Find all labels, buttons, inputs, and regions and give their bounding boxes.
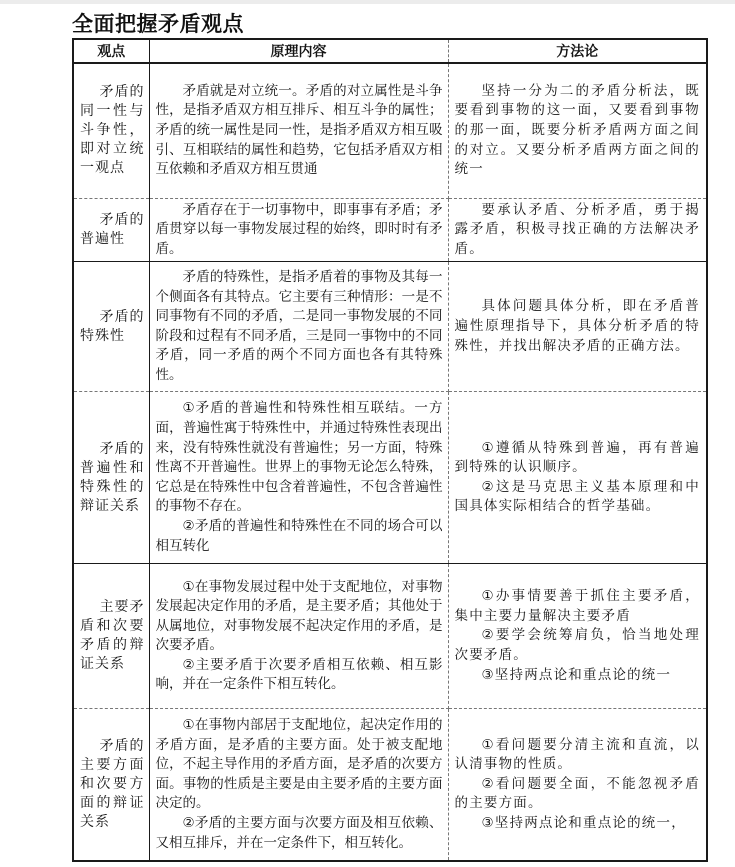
viewpoint-line: 证关系 — [80, 656, 125, 673]
methodology-paragraph: ②看问题要全面，不能忽视矛盾的主要方面。 — [454, 775, 700, 812]
methodology-cell — [448, 564, 707, 709]
viewpoint-cell — [73, 198, 149, 262]
principle-cell — [149, 709, 448, 861]
viewpoint-line: 面的辩证 — [80, 795, 145, 812]
viewpoint-line: 盾和次要 — [80, 618, 145, 635]
methodology-cell — [448, 262, 707, 392]
principle-paragraph: 矛盾就是对立统一。矛盾的对立属性是斗争性，是指矛盾双方相互排斥、相互斗争的属性；矛盾的统一属性是同一性，是指矛盾双方相互吸引、互相联结的属性和趋势，它包括矛盾双方相互依赖和矛盾双方相互贯通 — [155, 82, 443, 178]
table-row — [73, 63, 707, 198]
viewpoint-cell — [73, 63, 149, 198]
contradiction-table — [72, 38, 708, 862]
top-border — [0, 0, 735, 4]
principle-cell — [149, 63, 448, 198]
viewpoint-line: 普遍性和 — [80, 459, 145, 476]
viewpoint-line: 主要方面 — [80, 757, 145, 774]
viewpoint-line: 一观点 — [80, 160, 125, 177]
viewpoint-line: 矛盾的 — [99, 308, 145, 325]
viewpoint-line: 特殊性的 — [80, 478, 145, 495]
principle-cell — [149, 262, 448, 392]
methodology-paragraph: 具体问题具体分析，即在矛盾普遍性原理指导下，具体分析矛盾的特殊性，并找出解决矛盾的正确方法。 — [454, 298, 700, 354]
methodology-paragraph: ①遵循从特殊到普遍，再有普遍到特殊的认识顺序。 — [454, 439, 700, 476]
principle-paragraph: ②矛盾的普遍性和特殊性在不同的场合可以相互转化 — [155, 517, 443, 554]
principle-paragraph: ②矛盾的主要方面与次要方面及相互依赖、又相互排斥，并在一定条件下，相互转化。 — [155, 814, 443, 851]
viewpoint-line: 矛盾的 — [99, 211, 145, 228]
principle-cell — [149, 198, 448, 262]
viewpoint-line: 主要矛 — [99, 599, 145, 616]
viewpoint-cell — [73, 709, 149, 861]
methodology-paragraph: 坚持一分为二的矛盾分析法，既要看到事物的这一面，又要看到事物的那一面，既要分析矛盾两方面之间的对立。又要分析矛盾两方面之间的统一 — [454, 82, 700, 178]
table-row — [73, 262, 707, 392]
methodology-paragraph: ①办事情要善于抓住主要矛盾，集中主要力量解决主要矛盾 — [454, 588, 700, 624]
principle-paragraph: ①矛盾的普遍性和特殊性相互联结。一方面，普遍性寓于特殊性中，并通过特殊性表现出来，没有特殊性就没有普遍性；另一方面，特殊性离不开普遍性。世界上的事物无论怎么特殊，它总是在特殊性中包含着普遍性，不包含普遍性的事物不存在。 — [155, 400, 443, 515]
header-viewpoint: 观点 — [73, 39, 149, 63]
methodology-paragraph: ②这是马克思主义基本原理和中国具体实际相结合的哲学基础。 — [454, 478, 700, 515]
viewpoint-cell — [73, 262, 149, 392]
viewpoint-line: 普遍性 — [80, 230, 125, 247]
methodology-paragraph: 要承认矛盾、分析矛盾，勇于揭露矛盾，积极寻找正确的方法解决矛盾。 — [454, 201, 700, 257]
principle-paragraph: 矛盾存在于一切事物中，即事事有矛盾；矛盾贯穿以每一事物发展过程的始终，即时时有矛盾。 — [155, 201, 443, 257]
principle-cell — [149, 392, 448, 564]
principle-cell — [149, 564, 448, 709]
methodology-cell — [448, 709, 707, 861]
viewpoint-cell — [73, 392, 149, 564]
header-principle: 原理内容 — [149, 39, 448, 63]
methodology-paragraph: ②要学会统筹肩负，恰当地处理次要矛盾。 — [454, 627, 700, 664]
viewpoint-line: 同一性与 — [80, 103, 145, 120]
table-row — [73, 564, 707, 709]
page-title: 全面把握矛盾观点 — [72, 12, 244, 36]
viewpoint-line: 关系 — [80, 814, 110, 831]
methodology-paragraph: ①看问题要分清主流和直流，以认清事物的性质。 — [454, 736, 700, 773]
viewpoint-line: 矛盾的辩 — [80, 637, 145, 654]
principle-paragraph: ①在事物发展过程中处于支配地位，对事物发展起决定作用的矛盾，是主要矛盾；其他处于从属地位，对事物发展不起决定作用的矛盾，是次要矛盾。 — [155, 578, 443, 654]
viewpoint-line: 特殊性 — [80, 327, 125, 344]
methodology-cell — [448, 392, 707, 564]
header-methodology: 方法论 — [448, 39, 707, 63]
viewpoint-line: 辩证关系 — [80, 497, 140, 514]
methodology-paragraph: ③坚持两点论和重点论的统一 — [481, 666, 672, 683]
viewpoint-line: 矛盾的 — [99, 738, 145, 755]
methodology-cell — [448, 198, 707, 262]
viewpoint-line: 和次要方 — [80, 776, 145, 793]
viewpoint-cell — [73, 564, 149, 709]
table-row — [73, 709, 707, 861]
viewpoint-line: 即对立统 — [80, 141, 145, 158]
principle-paragraph: ②主要矛盾于次要矛盾相互依赖、相互影响，并在一定条件下相互转化。 — [155, 656, 443, 693]
table-header-row — [73, 39, 707, 63]
methodology-cell — [448, 63, 707, 198]
table-row — [73, 198, 707, 262]
table-row — [73, 392, 707, 564]
methodology-paragraph: ③坚持两点论和重点论的统一， — [481, 814, 686, 831]
principle-paragraph: ①在事物内部居于支配地位，起决定作用的矛盾方面，是矛盾的主要方面。处于被支配地位，不起主导作用的矛盾方面，是矛盾的次要方面。事物的性质是主要是由主要矛盾的主要方面决定的。 — [155, 716, 443, 812]
viewpoint-line: 矛盾的 — [99, 440, 145, 457]
viewpoint-line: 矛盾的 — [99, 84, 145, 101]
principle-paragraph: 矛盾的特殊性，是指矛盾着的事物及其每一个侧面各有其特点。它主要有三种情形：一是不同事物有不同的矛盾，二是同一事物发展的不同阶段和过程有不同矛盾，三是同一事物中的不同矛盾，同一矛盾的两个不同方面也各有其特殊性。 — [155, 269, 443, 383]
viewpoint-line: 斗争性， — [80, 122, 145, 139]
